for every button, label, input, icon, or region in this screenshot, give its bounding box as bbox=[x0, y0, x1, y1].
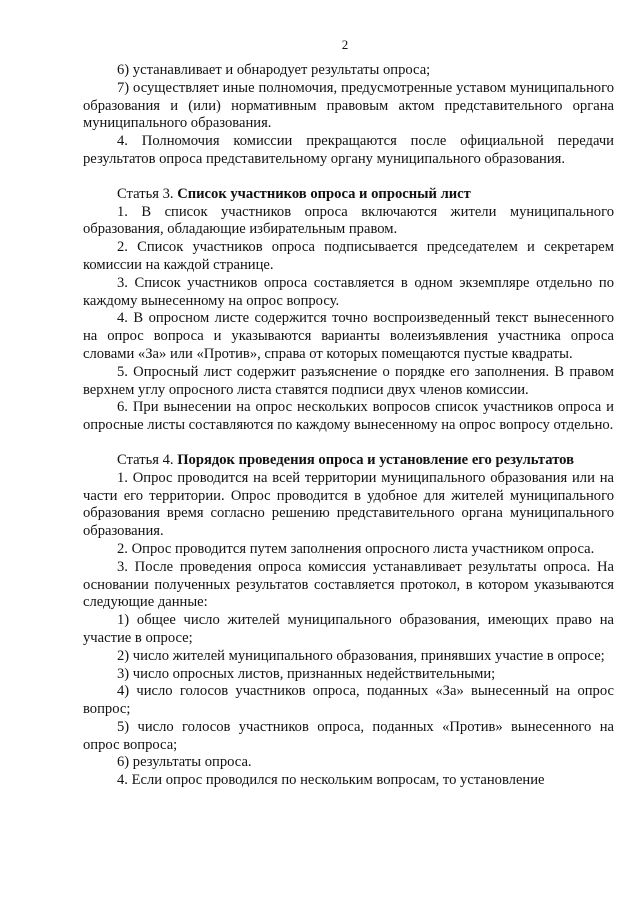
document-body bbox=[83, 62, 614, 790]
paragraph: 6) устанавливает и обнародует результаты опроса; bbox=[117, 62, 431, 78]
list-item: 4) число голосов участников опроса, поданных «За» вынесенный на опрос вопрос; bbox=[83, 683, 614, 718]
list-item: 1) общее число жителей муниципального образования, имеющих право на участие в опросе; bbox=[83, 612, 614, 646]
paragraph: 4. Если опрос проводился по нескольким вопросам, то установление bbox=[117, 772, 545, 789]
paragraph: 1. В список участников опроса включаются жители муниципального образования, обладающие избирательным правом. bbox=[83, 203, 614, 238]
paragraph: 1. Опрос проводится на всей территории муниципального образования или на части его территории. Опрос проводится в удобное для жителей муниципального образования время согласно решению представительного органа муниципального образования. bbox=[83, 469, 614, 540]
list-item: 3) число опросных листов, признанных недействительными; bbox=[117, 665, 496, 682]
article-heading-title: Порядок проведения опроса и установление его результатов bbox=[177, 451, 574, 468]
article-heading-title: Список участников опроса и опросный лист bbox=[177, 185, 471, 202]
article-heading-prefix: Статья 4. bbox=[117, 451, 178, 468]
list-item: 2) число жителей муниципального образования, принявших участие в опросе; bbox=[117, 647, 605, 664]
article-heading bbox=[83, 452, 614, 470]
paragraph: 5. Опросный лист содержит разъяснение о порядке его заполнения. В правом верхнем углу опросного листа ставятся подписи двух членов комиссии. bbox=[83, 363, 614, 398]
paragraph: 3. Список участников опроса составляется в одном экземпляре отдельно по каждому вынесенному на опрос вопросу. bbox=[83, 274, 614, 309]
paragraph: 7) осуществляет иные полномочия, предусмотренные уставом муниципального образования и (или) нормативным правовым актом представительного органа муниципального образования. bbox=[83, 79, 614, 132]
paragraph: 6. При вынесении на опрос нескольких вопросов список участников опроса и опросные листы составляются по каждому вынесенному на опрос вопросу отдельно. bbox=[83, 399, 614, 434]
paragraph: 3. После проведения опроса комиссия устанавливает результаты опроса. На основании полученных результатов составляется протокол, в котором указываются следующие данные: bbox=[83, 558, 614, 611]
paragraph: 2. Опрос проводится путем заполнения опросного листа участником опроса. bbox=[117, 540, 595, 557]
article-heading bbox=[83, 186, 614, 204]
page-number: 2 bbox=[341, 37, 349, 52]
list-item: 6) результаты опроса. bbox=[117, 754, 252, 771]
article-heading-prefix: Статья 3. bbox=[117, 185, 178, 202]
paragraph: 4. Полномочия комиссии прекращаются после официальной передачи результатов опроса представительному органу муниципального образования. bbox=[83, 133, 614, 167]
paragraph: 4. В опросном листе содержится точно воспроизведенный текст вынесенного на опрос вопроса и указываются варианты волеизъявления участника опроса словами «За» или «Против», справа от которых помещаются пустые квадраты. bbox=[83, 310, 614, 362]
paragraph: 2. Список участников опроса подписывается председателем и секретарем комиссии на каждой странице. bbox=[83, 239, 614, 273]
list-item: 5) число голосов участников опроса, поданных «Против» вынесенного на опрос вопроса; bbox=[83, 718, 614, 753]
